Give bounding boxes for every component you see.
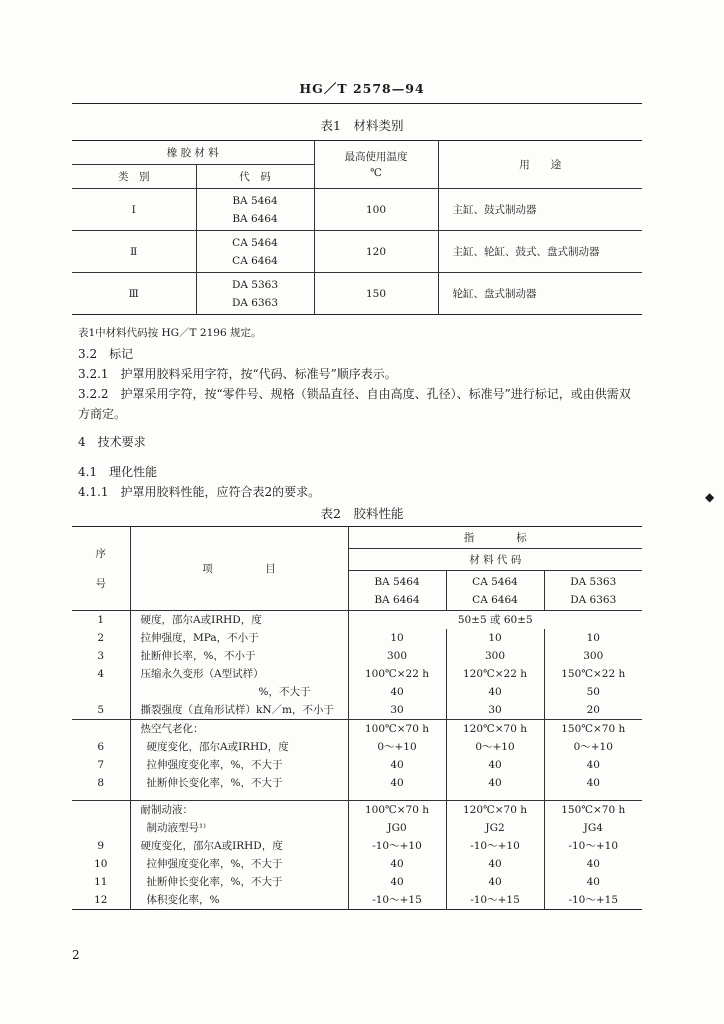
table-row xyxy=(72,629,642,647)
row-value: 10 xyxy=(348,629,446,647)
table2-title: 表2 胶料性能 xyxy=(320,506,404,521)
row-value: 40 xyxy=(446,774,544,792)
compound-properties-table xyxy=(72,526,642,910)
code-header-ca: CA 5464 CA 6464 xyxy=(446,571,544,611)
row-no: 4 xyxy=(97,668,105,680)
row-value: 100℃×22 h xyxy=(348,665,446,683)
table-row xyxy=(72,189,642,231)
row-item: 体积变化率，% xyxy=(130,891,348,910)
row-value: 150℃×70 h xyxy=(544,720,642,739)
row-item: 硬度变化，邵尔A或IRHD，度 xyxy=(130,738,348,756)
header-use: 用 途 xyxy=(438,141,642,189)
code-cell: BA 5464 BA 6464 xyxy=(196,189,314,231)
table-row xyxy=(72,738,642,756)
row-value: -10～+10 xyxy=(446,837,544,855)
table-row xyxy=(72,774,642,792)
row-value: 50 xyxy=(544,683,642,701)
section-4-1: 4.1 理化性能 xyxy=(78,465,158,479)
row-value: JG4 xyxy=(544,819,642,837)
table-row xyxy=(72,701,642,720)
row-no: 11 xyxy=(94,876,108,888)
section-4: 4 技术要求 xyxy=(78,435,146,449)
table-row xyxy=(72,756,642,774)
table-row xyxy=(72,855,642,873)
section-3-2: 3.2 标记 xyxy=(78,347,134,361)
category-cell: Ⅲ xyxy=(72,273,196,315)
row-value: 40 xyxy=(446,855,544,873)
category-cell: Ⅱ xyxy=(72,231,196,273)
row-item: 制动液型号¹⁾ xyxy=(130,819,348,837)
row-item: 拉伸强度变化率，%，不大于 xyxy=(130,855,348,873)
row-value: 0～+10 xyxy=(348,738,446,756)
row-no: 6 xyxy=(97,741,105,753)
row-value: -10～+15 xyxy=(544,891,642,910)
section-3-2-1: 3.2.1 护罩用胶料采用字符，按“代码、标准号”顺序表示。 xyxy=(78,367,397,381)
row-item: 撕裂强度（直角形试样）kN／m，不小于 xyxy=(130,701,348,720)
row-value: 10 xyxy=(446,629,544,647)
row-value: 100℃×70 h xyxy=(348,720,446,739)
header-category: 类 别 xyxy=(72,165,196,189)
row-item: 扯断伸长变化率，%，不大于 xyxy=(130,873,348,891)
row-value: 0～+10 xyxy=(544,738,642,756)
row-value: 150℃×22 h xyxy=(544,665,642,683)
row-value: 20 xyxy=(544,701,642,720)
row-value: 40 xyxy=(446,756,544,774)
table-row xyxy=(72,819,642,837)
section-3-2-2: 3.2.2 护罩采用字符，按“零件号、规格（锁品直径、自由高度、孔径）、标准号”进行标记，或由供需双方商定。 xyxy=(78,387,631,421)
row-no: 5 xyxy=(97,704,105,716)
row-value: 40 xyxy=(544,774,642,792)
row-item: %，不大于 xyxy=(130,683,348,701)
row-value: 100℃×70 h xyxy=(348,801,446,820)
category-cell: Ⅰ xyxy=(72,189,196,231)
row-value: JG2 xyxy=(446,819,544,837)
row-no xyxy=(72,720,130,739)
table-row xyxy=(72,720,642,739)
row-item: 压缩永久变形（A型试样） xyxy=(130,665,348,683)
row-value: 0～+10 xyxy=(446,738,544,756)
header-rubber-material: 橡 胶 材 料 xyxy=(166,146,219,159)
row-item: 拉伸强度，MPa，不小于 xyxy=(130,629,348,647)
row-item: 扯断伸长变化率，%，不大于 xyxy=(130,774,348,792)
table-row xyxy=(72,231,642,273)
row-value: 120℃×22 h xyxy=(446,665,544,683)
row-no: 9 xyxy=(97,840,105,852)
row-value: 50±5 或 60±5 xyxy=(348,611,642,630)
row-no xyxy=(72,801,130,820)
row-value: 30 xyxy=(348,701,446,720)
row-value: 300 xyxy=(446,647,544,665)
row-no xyxy=(72,683,130,701)
row-value: 40 xyxy=(446,873,544,891)
row-item: 扯断伸长率，%，不小于 xyxy=(130,647,348,665)
use-cell: 轮缸、盘式制动器 xyxy=(438,273,642,315)
table-row xyxy=(72,647,642,665)
header-index: 指 标 xyxy=(348,527,642,549)
temp-cell: 150 xyxy=(314,273,438,315)
margin-mark: ◆ xyxy=(705,490,715,504)
row-value: 150℃×70 h xyxy=(544,801,642,820)
row-no: 7 xyxy=(97,759,105,771)
table-row xyxy=(72,683,642,701)
temp-cell: 100 xyxy=(314,189,438,231)
header-max-temp: 最高使用温度 ℃ xyxy=(314,141,438,189)
row-item: 硬度变化，邵尔A或IRHD，度 xyxy=(130,837,348,855)
row-value: 30 xyxy=(446,701,544,720)
row-no: 3 xyxy=(97,650,105,662)
row-value: 40 xyxy=(544,873,642,891)
code-header-ba: BA 5464 BA 6464 xyxy=(348,571,446,611)
section-4-1-1: 4.1.1 护罩用胶料性能，应符合表2的要求。 xyxy=(78,485,321,499)
row-no: 12 xyxy=(94,894,108,906)
row-item: 拉伸强度变化率，%，不大于 xyxy=(130,756,348,774)
use-cell: 主缸、轮缸、鼓式、盘式制动器 xyxy=(438,231,642,273)
material-category-table xyxy=(72,140,642,315)
table-row xyxy=(72,801,642,820)
row-value: 40 xyxy=(348,774,446,792)
page-number: 2 xyxy=(72,948,80,962)
row-value: -10～+15 xyxy=(446,891,544,910)
row-value: 40 xyxy=(446,683,544,701)
row-value: 120℃×70 h xyxy=(446,720,544,739)
header-rule xyxy=(72,103,642,104)
row-value: 300 xyxy=(544,647,642,665)
code-cell: CA 5464 CA 6464 xyxy=(196,231,314,273)
header-code: 代 码 xyxy=(196,165,314,189)
row-value: -10～+15 xyxy=(348,891,446,910)
row-value: 40 xyxy=(544,855,642,873)
row-value: 40 xyxy=(348,756,446,774)
row-item: 硬度，邵尔A或IRHD，度 xyxy=(130,611,348,630)
code-cell: DA 5363 DA 6363 xyxy=(196,273,314,315)
table1-note: 表1中材料代码按 HG／T 2196 规定。 xyxy=(78,327,262,339)
row-no: 8 xyxy=(97,777,105,789)
header-item: 项 目 xyxy=(130,527,348,611)
table-row xyxy=(72,837,642,855)
row-value: 10 xyxy=(544,629,642,647)
row-value: 40 xyxy=(544,756,642,774)
row-value: 40 xyxy=(348,683,446,701)
row-item: 热空气老化： xyxy=(130,720,348,739)
code-header-da: DA 5363 DA 6363 xyxy=(544,571,642,611)
row-value: 120℃×70 h xyxy=(446,801,544,820)
header-serial: 序 号 xyxy=(95,547,106,590)
row-value: 40 xyxy=(348,873,446,891)
row-value: 300 xyxy=(348,647,446,665)
table-row xyxy=(72,273,642,315)
row-item: 耐制动液： xyxy=(130,801,348,820)
table-row xyxy=(72,873,642,891)
header-material-code: 材 料 代 码 xyxy=(348,549,642,571)
row-value: -10～+10 xyxy=(544,837,642,855)
table-row xyxy=(72,611,642,630)
table1-title: 表1 材料类别 xyxy=(320,118,404,133)
row-no: 10 xyxy=(94,858,108,870)
table-row xyxy=(72,665,642,683)
row-value: -10～+10 xyxy=(348,837,446,855)
table-row xyxy=(72,891,642,910)
row-value: JG0 xyxy=(348,819,446,837)
row-no: 1 xyxy=(72,611,130,630)
document-header: HG／T 2578—94 xyxy=(299,81,425,96)
row-no xyxy=(72,819,130,837)
temp-cell: 120 xyxy=(314,231,438,273)
row-no: 2 xyxy=(97,632,105,644)
use-cell: 主缸、鼓式制动器 xyxy=(438,189,642,231)
row-value: 40 xyxy=(348,855,446,873)
